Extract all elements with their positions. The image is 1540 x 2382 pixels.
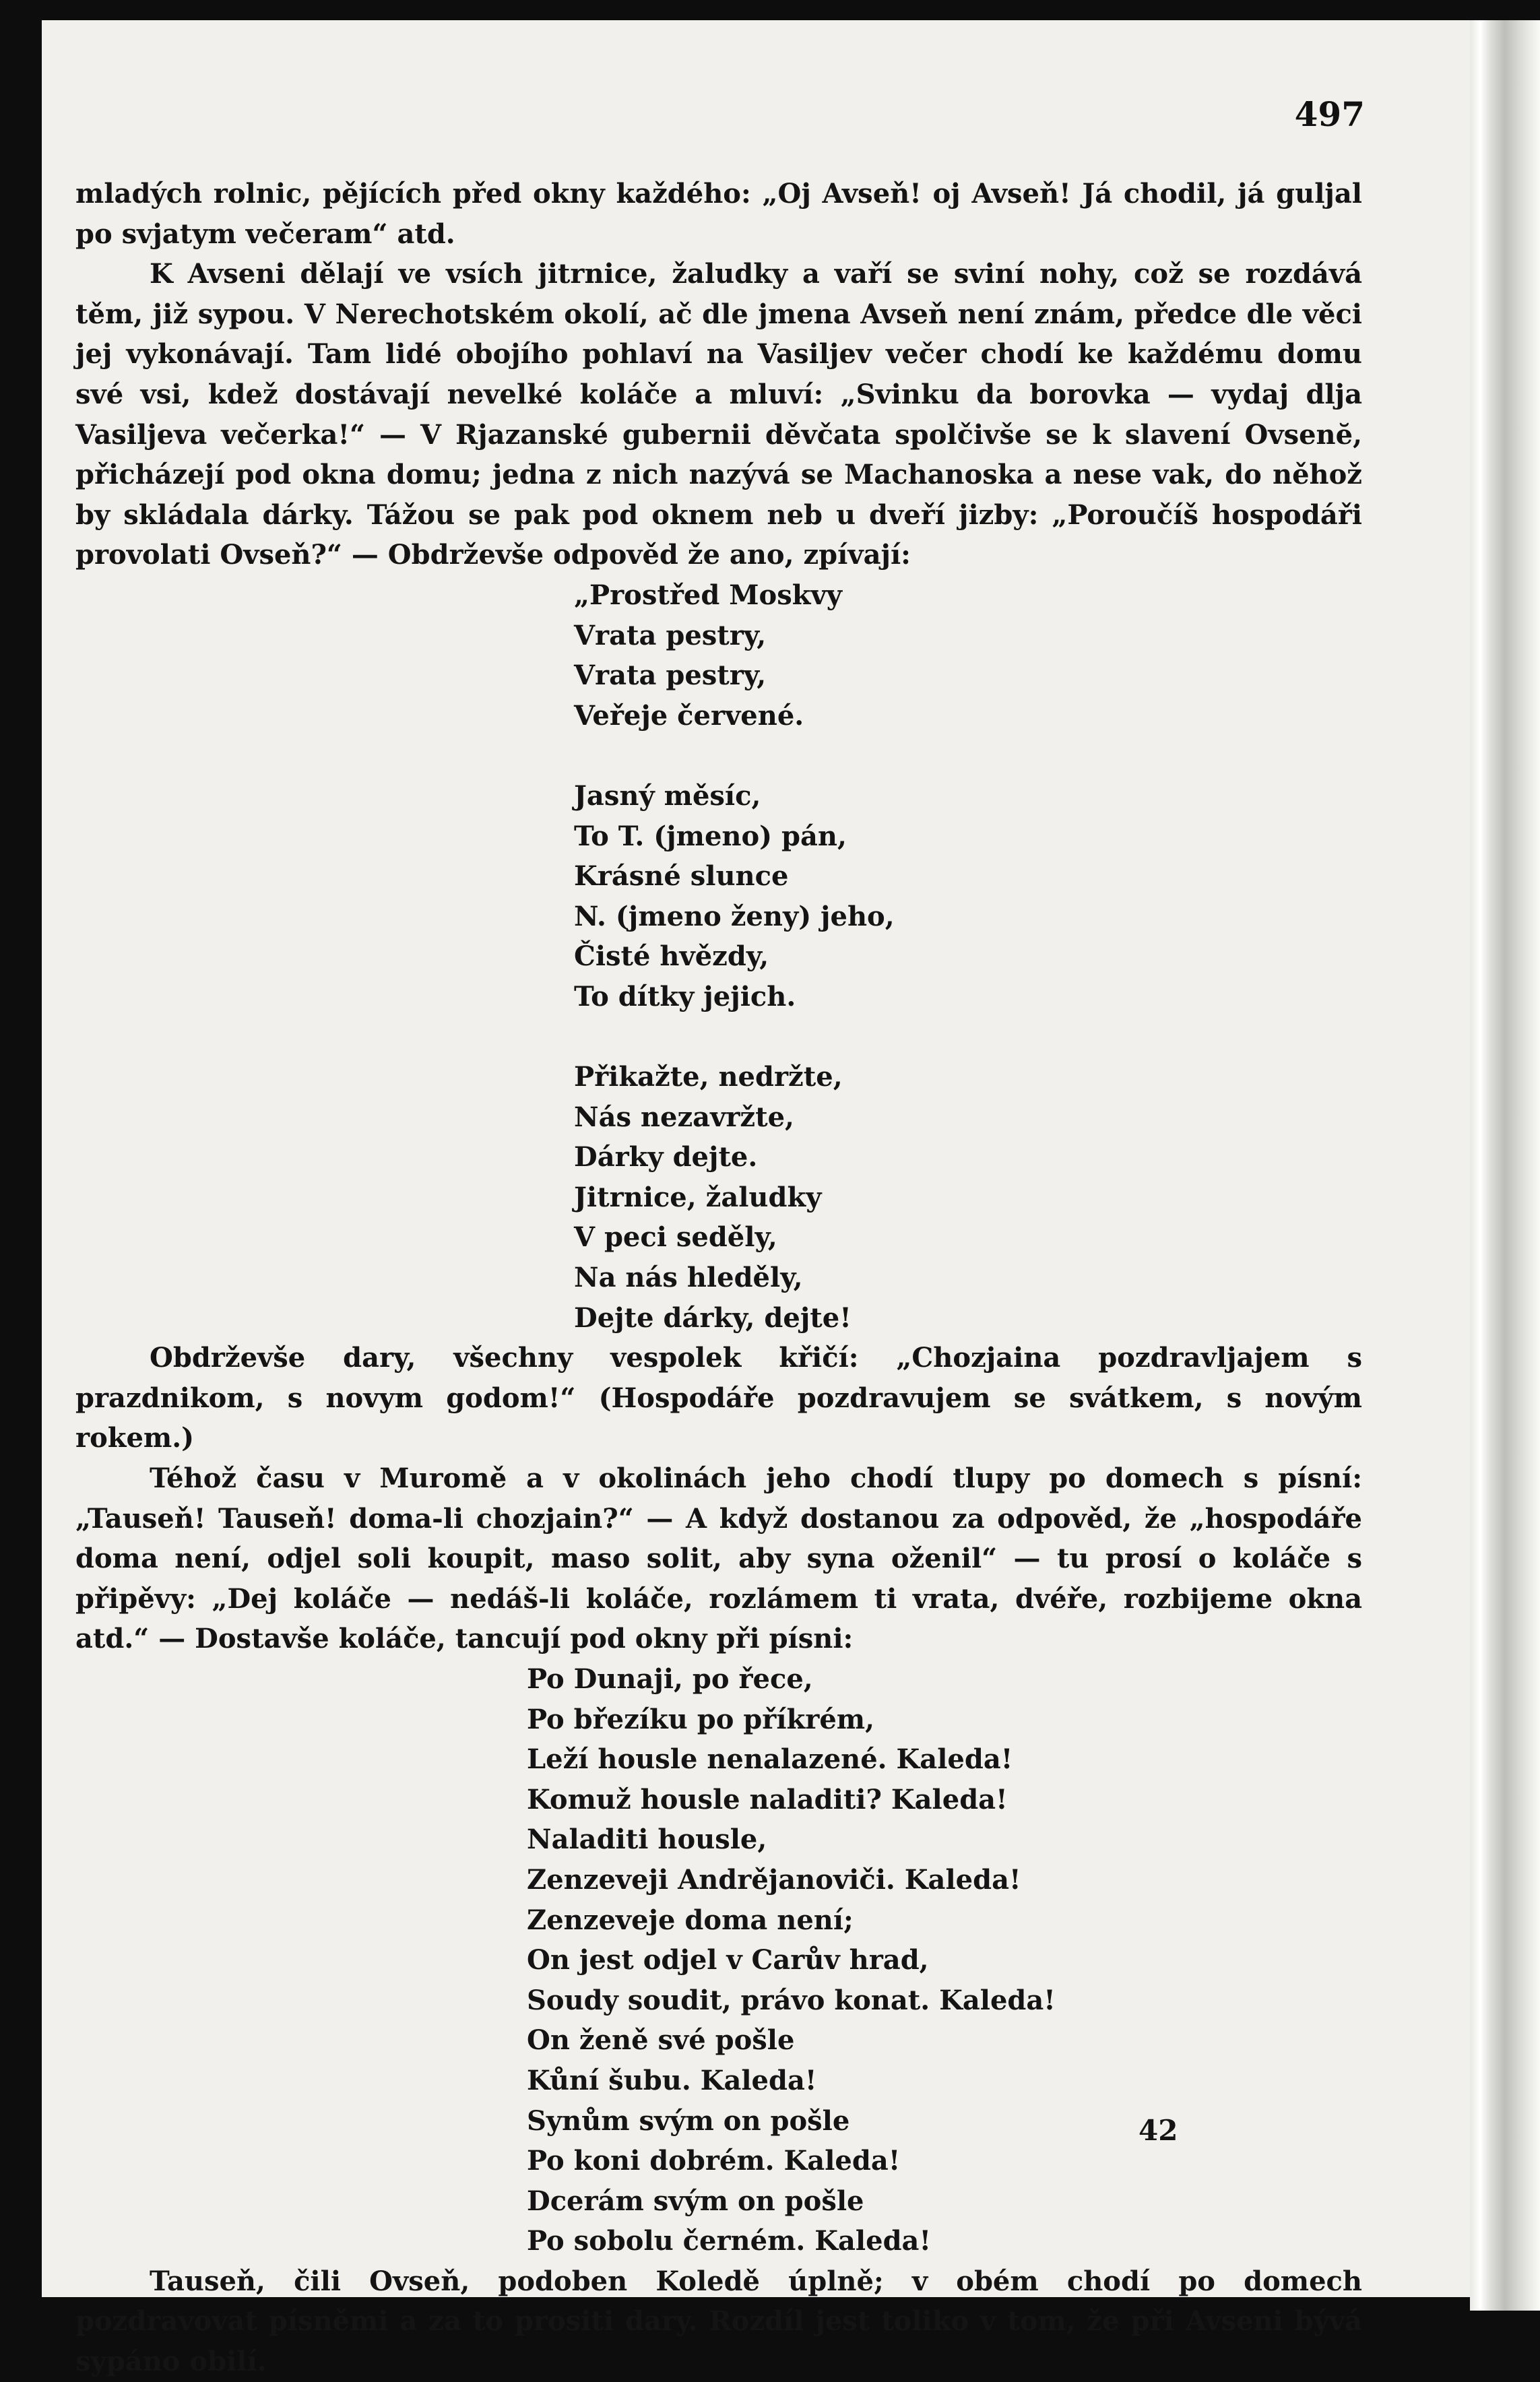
verse-line: Jasný měsíc, [574, 779, 761, 812]
verse-line: Veřeje červené. [574, 699, 804, 732]
verse-line: Kůní šubu. Kaleda! [527, 2064, 817, 2096]
verse-line: Vrata pestry, [574, 619, 767, 651]
verse-line: Dcerám svým on pošle [527, 2185, 864, 2217]
song-2 [75, 1659, 1362, 2261]
verse-line: Krásné slunce [574, 860, 789, 893]
verse-line: On ženě své pošle [527, 2024, 795, 2057]
signature-mark: 42 [1138, 2114, 1178, 2147]
stanza-gap [574, 736, 1362, 776]
verse-line: Naladiti housle, [527, 1824, 767, 1856]
verse-line: To T. (jmeno) pán, [574, 820, 847, 852]
verse-line: Po koni dobrém. Kaleda! [527, 2145, 901, 2177]
verse-line: Nás nezavržte, [574, 1101, 794, 1133]
verse-line: Na nás hleděly, [574, 1262, 803, 1294]
paragraph-3: Obdrževše dary, všechny vespolek křičí: „Chozjaina pozdravljajem s prazdnikom, s novym godom!“ (Hospodáře pozdravujem se svátkem, s novým rokem.) [75, 1342, 1362, 1454]
verse-line: Synům svým on pošle [527, 2104, 850, 2137]
paragraph-1: mladých rolnic, pějících před okny každého: „Oj Avseň! oj Avseň! Já chodil, já guljal po svjatym večeram“ atd. [75, 178, 1362, 250]
paragraph-4: Téhož času v Muromě a v okolinách jeho chodí tlupy po domech s písní: „Tauseň! Tauseň! doma-li chozjain?“ — A když dostanou za odpověd, že „hospodáře doma není, odjel soli koupit, maso solit, aby syna oženil“ — tu prosí o koláče s připěvy: „Dej koláče — nedáš-li koláče, rozlámem ti vrata, dvéře, rozbijeme okna atd.“ — Dostavše koláče, tancují pod okny při písni: [75, 1462, 1362, 1655]
paragraph-2: K Avseni dělají ve vsích jitrnice, žaludky a vaří se sviní nohy, což se rozdává těm, již sypou. V Nerechotském okolí, ač dle jmena Avseň není znám, předce dle věci jej vykonávají. Tam lidé obojího pohlaví na Vasiljev večer chodí ke každému domu své vsi, kdež dostávají nevelké koláče a mluví: „Svinku da borovka — vydaj dlja Vasiljeva večerka!“ — V Rjazanské gubernii děvčata spolčivše se k slavení Ovsenĕ, přicházejí pod okna domu; jedna z nich nazývá se Machanoska a nese vak, do něhož by skládala dárky. Tážou se pak pod oknem neb u dveří jizby: „Poroučíš hospodáři provolati Ovseň?“ — Obdrževše odpověd že ano, zpívají: [75, 258, 1362, 571]
verse-line: Vrata pestry, [574, 659, 767, 692]
verse-line: Dárky dejte. [574, 1141, 758, 1173]
verse-line: Po sobolu černém. Kaleda! [527, 2225, 932, 2257]
verse-line: Jitrnice, žaludky [574, 1181, 822, 1213]
verse-line: N. (jmeno ženy) jeho, [574, 900, 895, 932]
page-edge [1470, 20, 1540, 2311]
verse-line: Komuž housle naladiti? Kaleda! [527, 1783, 1008, 1815]
verse-line: Zenzeveji Andrějanoviči. Kaleda! [527, 1863, 1021, 1896]
verse-line: Dejte dárky, dejte! [574, 1301, 852, 1334]
verse-line: V peci seděly, [574, 1221, 777, 1254]
verse-line: Soudy soudit, právo konat. Kaleda! [527, 1984, 1056, 2016]
verse-line: On jest odjel v Carův hrad, [527, 1944, 929, 1976]
verse-line: Po březíku po příkrém, [527, 1703, 875, 1735]
verse-line: Čisté hvězdy, [574, 940, 769, 973]
page-number: 497 [1294, 94, 1365, 134]
verse-line: Leží housle nenalazené. Kaleda! [527, 1743, 1013, 1776]
verse-line: Přikažte, nedržte, [574, 1061, 843, 1093]
song-1 [75, 575, 1362, 1338]
paragraph-5: Tauseň, čili Ovseň, podoben Koledě úplně; v obém chodí po domech pozdravovat písněmi a za to prositi dary. Rozdíl jest toliko v tom, že při Avseni bývá sypáno obilí. [75, 2265, 1362, 2378]
verse-line: Zenzeveje doma není; [527, 1904, 854, 1936]
stanza-gap [574, 1017, 1362, 1057]
verse-line: Po Dunaji, po řece, [527, 1663, 813, 1695]
verse-line: To dítky jejich. [574, 980, 796, 1012]
page-text [75, 174, 1362, 2382]
verse-line: „Prostřed Moskvy [574, 579, 842, 611]
